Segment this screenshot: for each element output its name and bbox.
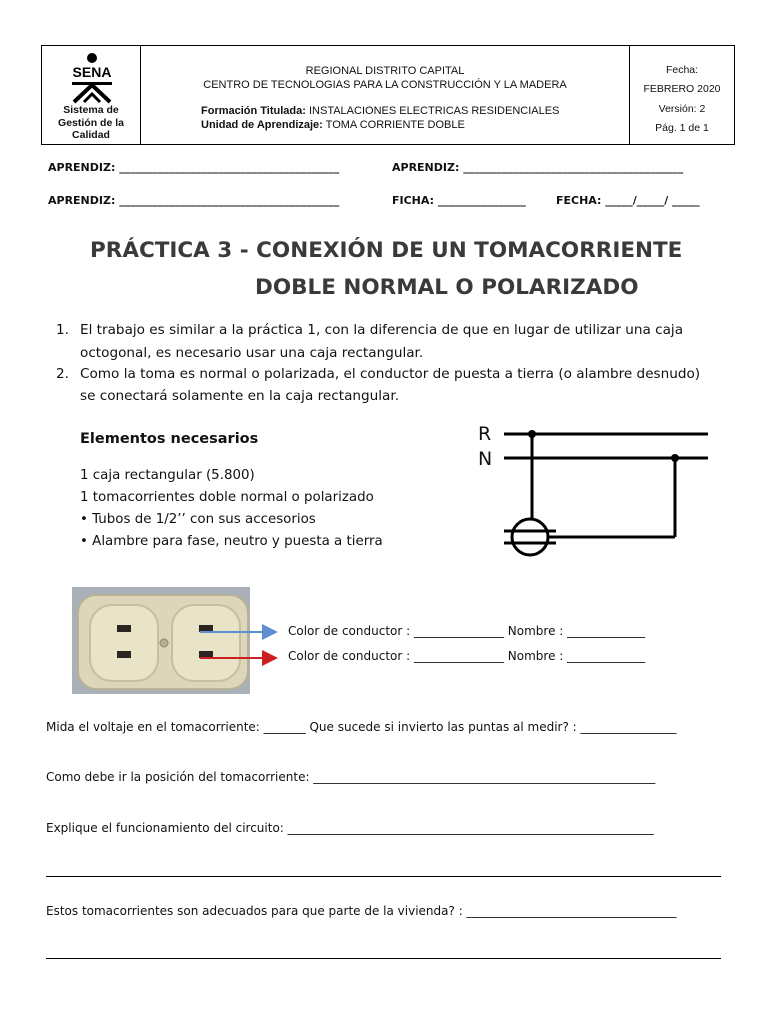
elementos-heading: Elementos necesarios — [80, 431, 259, 447]
question-function[interactable]: Explique el funcionamiento del circuito: _____________________________________________________________ — [46, 821, 654, 835]
formacion-line — [201, 105, 559, 117]
meta-cell — [630, 46, 734, 144]
formacion-value: INSTALACIONES ELECTRICAS RESIDENCIALES — [305, 105, 560, 117]
version-label: Versión: 2 — [658, 103, 706, 115]
question-voltage[interactable]: Mida el voltaje en el tomacorriente: _______ Que sucede si invierto las puntas al medir? : ________________ — [46, 720, 677, 734]
center-title: CENTRO DE TECNOLOGIAS PARA LA CONSTRUCCIÓN Y LA MADERA — [203, 79, 567, 91]
instruction-text: Como la toma es normal o polarizada, el conductor de puesta a tierra (o alambre desnudo) — [80, 366, 701, 382]
label-r: R — [478, 423, 492, 445]
logo-cell — [42, 46, 141, 144]
conductor-arrows — [200, 620, 290, 670]
aprendiz-field-1[interactable]: APRENDIZ: ________________________________________ — [48, 161, 340, 174]
unidad-value: TOMA CORRIENTE DOBLE — [322, 119, 465, 131]
instruction-text: El trabajo es similar a la práctica 1, con la diferencia de que en lugar de utilizar una caja — [80, 322, 684, 338]
system-label — [42, 104, 140, 142]
instruction-text: se conectará solamente en la caja rectangular. — [80, 388, 400, 404]
elemento-item: 1 tomacorrientes doble normal o polarizado — [80, 490, 374, 505]
system-label-line: Sistema de — [63, 104, 119, 116]
elemento-item: 1 caja rectangular (5.800) — [80, 468, 255, 483]
formacion-label: Formación Titulada: — [201, 105, 306, 117]
instruction-number: 1. — [56, 322, 69, 338]
instruction-number: 2. — [56, 366, 69, 382]
conductor-field-1[interactable]: Color de conductor : _______________ Nombre : _____________ — [288, 624, 646, 638]
fecha-field[interactable]: FECHA: _____/_____/ _____ — [556, 194, 700, 207]
answer-line[interactable] — [46, 958, 721, 959]
circuit-diagram — [470, 418, 720, 568]
outlet-symbol-icon — [512, 519, 548, 555]
elemento-item: • Alambre para fase, neutro y puesta a tierra — [80, 534, 383, 549]
aprendiz-field-3[interactable]: APRENDIZ: ________________________________________ — [48, 194, 340, 207]
fecha-value: FEBRERO 2020 — [643, 83, 721, 95]
practice-title-line-2: DOBLE NORMAL O POLARIZADO — [255, 275, 639, 300]
svg-text:SENA: SENA — [72, 64, 112, 80]
question-location[interactable]: Estos tomacorrientes son adecuados para que parte de la vivienda? : ___________________________________ — [46, 904, 677, 918]
regional-title: REGIONAL DISTRITO CAPITAL — [305, 65, 465, 77]
unidad-line — [201, 119, 465, 131]
document-header — [41, 45, 735, 145]
ficha-field[interactable]: FICHA: ________________ — [392, 194, 526, 207]
unidad-label: Unidad de Aprendizaje: — [201, 119, 323, 131]
fecha-label: Fecha: — [665, 64, 699, 76]
system-label-line: Calidad — [72, 129, 110, 141]
page-number: Pág. 1 de 1 — [655, 122, 709, 134]
instruction-text: octogonal, es necesario usar una caja rectangular. — [80, 345, 424, 361]
question-position[interactable]: Como debe ir la posición del tomacorriente: _________________________________________________________ — [46, 770, 656, 784]
label-n: N — [478, 448, 493, 470]
conductor-field-2[interactable]: Color de conductor : _______________ Nombre : _____________ — [288, 649, 646, 663]
practice-title-line-1: PRÁCTICA 3 - CONEXIÓN DE UN TOMACORRIENTE — [90, 238, 683, 263]
answer-line[interactable] — [46, 876, 721, 877]
center-info-cell — [141, 46, 630, 144]
sena-logo-icon — [64, 52, 120, 104]
aprendiz-field-2[interactable]: APRENDIZ: ________________________________________ — [392, 161, 684, 174]
elemento-item: • Tubos de 1/2’’ con sus accesorios — [80, 512, 316, 527]
system-label-line: Gestión de la — [58, 116, 124, 129]
